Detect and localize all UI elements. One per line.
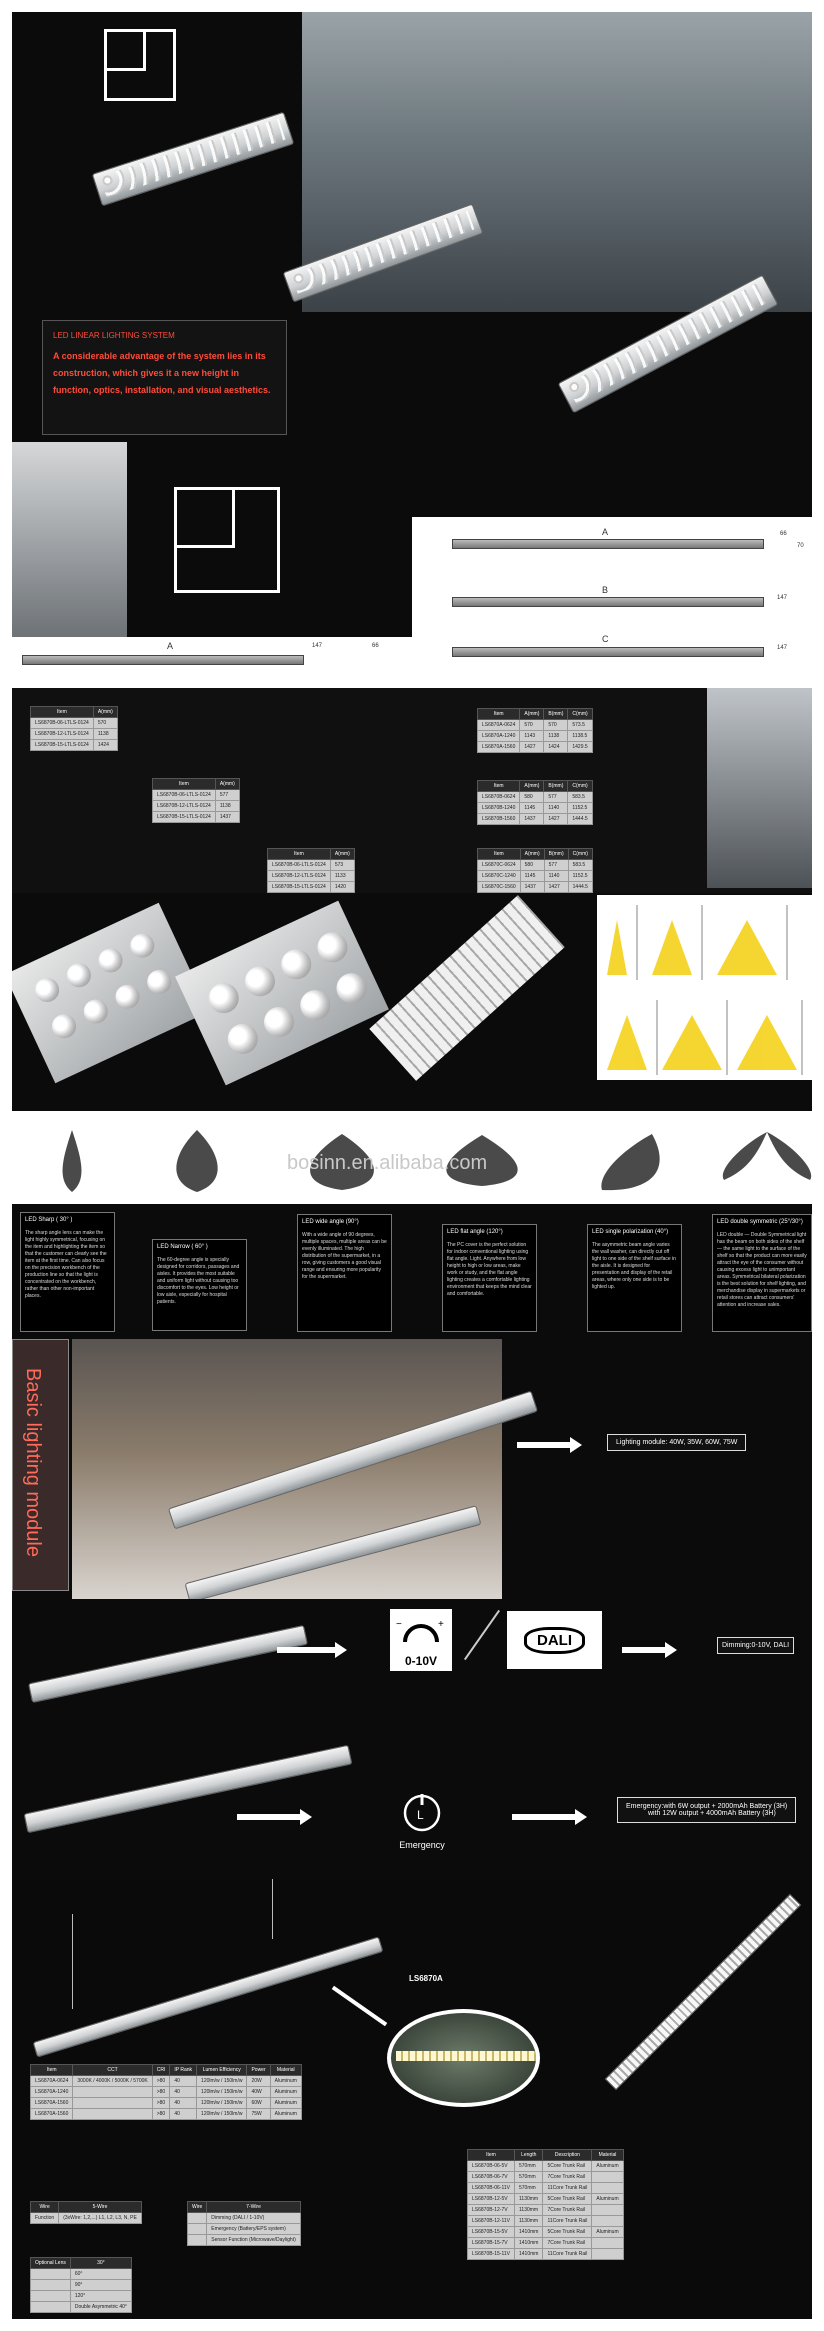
table-row: LS6870A-1240 1143 1138 1138.5 — [478, 731, 593, 742]
table-row: Sensor Function (Microwave/Daylight) — [188, 2235, 301, 2246]
tables-section — [12, 688, 812, 900]
arrow-icon — [237, 1814, 302, 1820]
modules-section — [12, 893, 812, 1111]
hero-body: A considerable advantage of the system lies in its construction, which gives it a new height in function, optics, installation, and visual aesthetics. — [53, 351, 271, 395]
table-row: LS6870C-0624 580 577 583.5 — [478, 860, 593, 871]
size-table-a — [30, 706, 118, 751]
wire-table: Wire 5-Wire Function (3xWire: 1,2,...) L1, L2, L3, N, PE — [30, 2201, 142, 2224]
table-row: LS6870B-15-LTLS-0124 1424 — [31, 740, 118, 751]
table-row: LS6870B-15-5V 1410mm 5Core Trunk Rail Aluminum — [468, 2227, 624, 2238]
hero-section — [12, 12, 812, 442]
size-table-f: Item A(mm) B(mm) C(mm) LS6870C-0624 580 577 583.5 LS6870C-1240 1145 1140 1152.5 LS6870C-1560 1437 1427 1444.5 — [477, 848, 593, 893]
svg-text:+: + — [438, 1619, 444, 1630]
beam-shapes-section — [12, 1120, 812, 1200]
dali-logo — [507, 1611, 602, 1669]
dimming-section — [12, 1599, 812, 1879]
table-row: LS6870B-0624 580 577 583.5 — [478, 792, 593, 803]
table-row: LS6870A-0624 570 570 573.5 — [478, 720, 593, 731]
table-header: A(mm) — [93, 707, 117, 718]
dimming-label: Dimming:0-10V, DALI — [717, 1637, 794, 1654]
table-row: LS6870C-1560 1437 1427 1444.5 — [478, 882, 593, 893]
power-icon — [392, 1791, 452, 1835]
suspension-wire — [272, 1879, 273, 1939]
dimension-drawing-bc — [412, 517, 812, 682]
emergency-label — [617, 1797, 796, 1823]
dim-label: C — [602, 634, 609, 644]
emergency-label-line: Emergency:with 6W output + 2000mAh Battery (3H) — [626, 1803, 788, 1810]
table-row: LS6870B-1560 1437 1427 1444.5 — [478, 814, 593, 825]
beam-desc-wide: LED wide angle (90°) With a wide angle of 90 degrees, multiple spaces, multiple areas can be evenly illuminated. The high distribution of the supermarket, in a row, giving customers a good visual range and ensuring more popularity for the supermarket. — [297, 1214, 392, 1332]
dim-measure: 66 — [372, 643, 379, 649]
emergency-label-line: with 12W output + 4000mAh Battery (3H) — [648, 1810, 776, 1817]
power-label: Lighting module: 40W, 35W, 60W, 75W — [607, 1434, 746, 1451]
table-row: LS6870B-15-11V 1410mm 11Core Trunk Rail — [468, 2249, 624, 2260]
table-row: LS6870B-06-7V 570mm 7Core Trunk Rail — [468, 2172, 624, 2183]
product-specs-section — [12, 1879, 812, 2319]
dim-measure: 66 — [780, 531, 787, 537]
emergency-icon — [392, 1791, 452, 1851]
hero-heading: LED LINEAR LIGHTING SYSTEM — [53, 331, 175, 340]
suspension-wire — [72, 1914, 73, 2009]
table-row: LS6870B-06-5V 570mm 5Core Trunk Rail Aluminum — [468, 2161, 624, 2172]
table-row: LS6870B-12-LTLS-0124 1133 — [268, 871, 355, 882]
table-row: LS6870A-0624 3000K / 4000K / 5000K / 5700K >80 40 120lm/w / 150lm/w 20W Aluminum — [31, 2076, 302, 2087]
slash-divider — [464, 1610, 500, 1660]
table-row: 90° — [31, 2280, 132, 2291]
dim-label: A — [602, 527, 609, 537]
beam-desc-flat: LED flat angle (120°) The PC cover is the perfect solution for indoor conventional lighting using flat angle. Light. Anywhere from low height to high or low areas, make work or study, and the flat angle lighting creates a comfortable lighting environment that keeps the mind clear and comfortable. — [442, 1224, 537, 1332]
size-table-e: Item A(mm) B(mm) C(mm) LS6870B-0624 580 577 583.5 LS6870B-1240 1145 1140 1152.5 LS6870B-1560 1437 1427 1444.5 — [477, 780, 593, 825]
table-row: Double Asymmetric 40° — [31, 2302, 132, 2313]
module-title: Basic lighting module — [22, 1368, 44, 1557]
table-row: LS6870B-15-LTLS-0124 1420 — [268, 882, 355, 893]
lens-module-image — [175, 901, 389, 1086]
table-row: LS6870B-12-7V 1130mm 7Core Trunk Rail — [468, 2205, 624, 2216]
arrow-icon — [517, 1442, 572, 1448]
table-header: Item — [153, 779, 216, 790]
beam-desc-narrow: LED Narrow ( 60° ) The 60-degree angle is specially designed for corridors, passages and aisles. It provides the most suitable and uniform light without causing too discomfort to the eyes. Low height or low aisle, especially for hospital patients. — [152, 1239, 247, 1331]
basic-module-section — [12, 1339, 812, 1599]
size-table-d: Item A(mm) B(mm) C(mm) LS6870A-0624 570 570 573.5 LS6870A-1240 1143 1138 1138.5 LS6870A-1560 1427 1424 1429.5 — [477, 708, 593, 753]
table-row: 60° — [31, 2269, 132, 2280]
table-row: LS6870B-06-LTLS-0124 570 — [31, 718, 118, 729]
table-row: LS6870B-1240 1145 1140 1152.5 — [478, 803, 593, 814]
beam-desc-single-polarization: LED single polarization (40°) The asymmetric beam angle varies the wall washer, can directly cut off light to one side of the shelf surface in the aisle. It is designed for presentation and display of the retail areas, where only one side is to be lighted up. — [587, 1224, 682, 1332]
dimension-drawing-a — [12, 637, 412, 682]
svg-text:−: − — [396, 1619, 402, 1630]
beam-desc-sharp: LED Sharp ( 30° ) The sharp angle lens can make the light highly symmetrical, focusing on the item and highlighting the item so that the customer can clearly see the item at the first time. Can also focus on the precision workbench of the production line so that the light is concentrated on the workbench, rather than other non-important places. — [20, 1212, 115, 1332]
table-row: Emergency (Battery/EPS system) — [188, 2224, 301, 2235]
dim-measure: 147 — [312, 643, 323, 649]
reflector-module-image — [369, 895, 564, 1081]
table-header: A(mm) — [330, 849, 354, 860]
emergency-icon-label: Emergency — [399, 1840, 445, 1850]
table-row: LS6870B-12-LTLS-0124 1138 — [31, 729, 118, 740]
feature-table: Wire 7-Wire Dimming (DALI / 1-10V) Emergency (Battery/EPS system) Sensor Function (Microwave/Daylight) — [187, 2201, 301, 2246]
fixture-image — [28, 1625, 308, 1703]
size-table-b — [152, 778, 240, 823]
beam-distribution-diagram — [597, 895, 812, 1080]
brand-logo — [104, 29, 176, 101]
arrow-icon — [512, 1814, 577, 1820]
table-row: LS6870B-12-5V 1130mm 5Core Trunk Rail Aluminum — [468, 2194, 624, 2205]
beam-desc-double-symmetric: LED double symmetric (25°/30°) LED double — Double Symmetrical light has the beam on both sides of the shelf — the same light to the surface of the shelf so that the product can more easily attract the eye of the consumer without causing excess light to unimportant areas. Symmetrical bilateral polarization is the best solution for shelf lighting, and merchandise display in supermarkets or retail stores can attract consumers' attention and increase sales. — [712, 1214, 812, 1332]
table-header: Item — [31, 707, 94, 718]
dali-text: DALI — [524, 1627, 585, 1654]
beam-curves-graphic — [597, 895, 812, 1080]
dimmer-label: 0-10V — [404, 1654, 438, 1668]
table-row: LS6870B-06-LTLS-0124 573 — [268, 860, 355, 871]
dim-label: B — [602, 585, 609, 595]
dim-label: A — [167, 641, 174, 651]
table-row: Dimming (DALI / 1-10V) — [188, 2213, 301, 2224]
led-zoom-circle — [387, 2009, 540, 2107]
showroom-photo — [707, 688, 812, 888]
optics-table: Optional Lens 30° 60° 90° 120° Double Asymmetric 40° — [30, 2257, 132, 2313]
table-row: Function (3xWire: 1,2,...) L1, L2, L3, N, PE — [31, 2213, 142, 2224]
dim-measure: 147 — [777, 645, 788, 651]
svg-text:L: L — [417, 1808, 424, 1822]
table-row: LS6870A-1560 1427 1424 1429.5 — [478, 742, 593, 753]
table-row: LS6870C-1240 1145 1140 1152.5 — [478, 871, 593, 882]
watermark: bosinn.en.alibaba.com — [287, 1152, 488, 1174]
table-row: LS6870B-12-11V 1130mm 11Core Trunk Rail — [468, 2216, 624, 2227]
table-row: LS6870A-1240 >80 40 120lm/w / 150lm/w 40W Aluminum — [31, 2087, 302, 2098]
dial-icon — [390, 1609, 452, 1649]
hero-text-box — [42, 320, 287, 435]
fixture-closeup — [605, 1894, 802, 2091]
trunk-rail-table: Item Length Description Material LS6870B-06-5V 570mm 5Core Trunk Rail Aluminum LS6870B-06-7V 570mm 7Core Trunk Rail LS6870B-06-11V 570mm 11Core Trunk Rail LS6870B-12-5V 1130mm 5Core Trunk Rail Aluminum LS6870B-12-7V 1130mm 7Core Trunk Rail LS6870B-12-11V 1130mm 11Core Trunk Rail LS6870B-15-5V 1410mm 5Core Trunk Rail Aluminum LS6870B-15-7V 1410mm 7Core Trunk Rail LS6870B-15-11V 1410mm 11Core Trunk Rail — [467, 2149, 624, 2260]
product-fixture-image — [33, 1936, 384, 2057]
table-header: A(mm) — [215, 779, 239, 790]
spec-table: Item CCT CRI IP Rank Lumen Efficiency Power Material LS6870A-0624 3000K / 4000K / 5000K / 5700K >80 40 120lm/w / 150lm/w 20W Aluminum LS6870A-1240 >80 40 120lm/w / 150lm/w 40W Aluminum LS6870A-1560 >80 40 120lm/w / 150lm/w 60W Aluminum LS6870A-1560 >80 40 120lm/w / 150lm/w 75W Aluminum — [30, 2064, 302, 2120]
table-header: Item — [268, 849, 331, 860]
fixture-image — [92, 112, 295, 207]
table-row: LS6870B-15-7V 1410mm 7Core Trunk Rail — [468, 2238, 624, 2249]
size-table-c — [267, 848, 355, 893]
brand-logo-large — [174, 487, 280, 593]
dimmer-icon — [390, 1609, 452, 1671]
arrow-icon — [277, 1647, 337, 1653]
table-row: LS6870A-1560 >80 40 120lm/w / 150lm/w 60W Aluminum — [31, 2098, 302, 2109]
dimensions-section — [12, 442, 812, 682]
table-row: LS6870A-1560 >80 40 120lm/w / 150lm/w 75W Aluminum — [31, 2109, 302, 2120]
module-title-box — [12, 1339, 69, 1591]
beam-descriptions-section — [12, 1204, 812, 1339]
parking-photo — [12, 442, 127, 637]
table-row: LS6870B-12-LTLS-0124 1138 — [153, 801, 240, 812]
table-row: LS6870B-06-LTLS-0124 577 — [153, 790, 240, 801]
dim-measure: 70 — [797, 543, 804, 549]
dim-measure: 147 — [777, 595, 788, 601]
zoom-arrow — [332, 1986, 388, 2027]
lens-module-image — [12, 903, 209, 1084]
table-row: 120° — [31, 2291, 132, 2302]
product-model-label: LS6870A — [409, 1974, 443, 1983]
table-row: LS6870B-06-11V 570mm 11Core Trunk Rail — [468, 2183, 624, 2194]
table-row: LS6870B-15-LTLS-0124 1437 — [153, 812, 240, 823]
arrow-icon — [622, 1647, 667, 1653]
